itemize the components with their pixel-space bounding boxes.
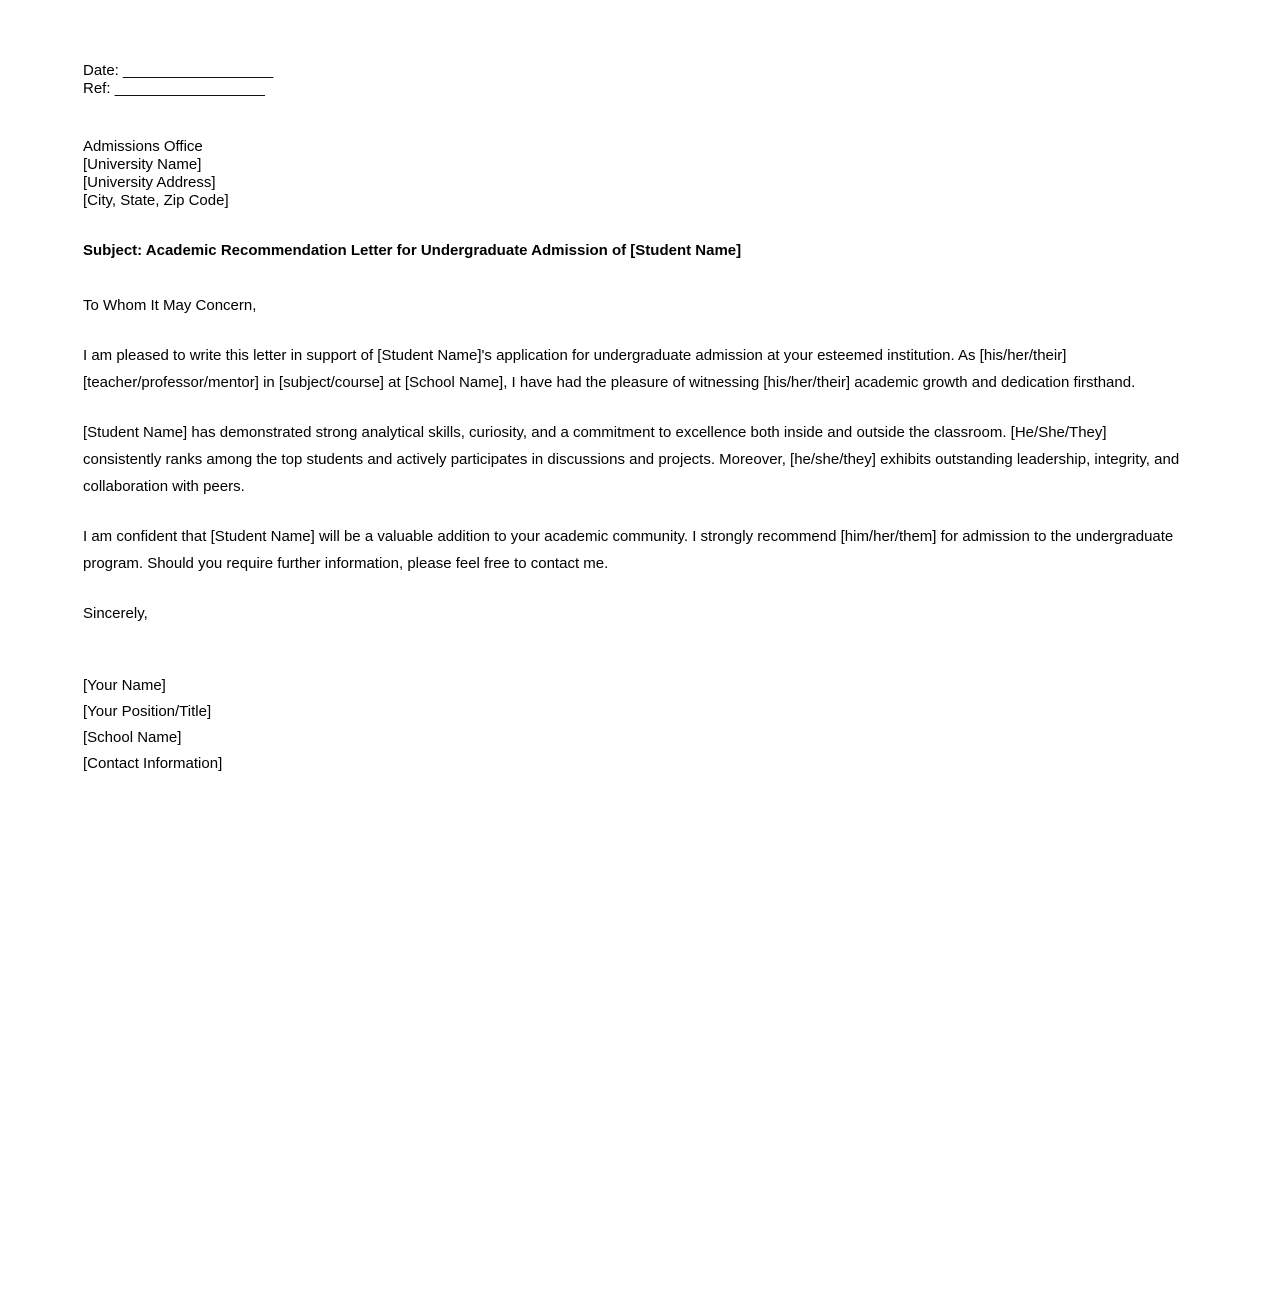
salutation: To Whom It May Concern,: [83, 297, 257, 314]
recipient-line-university-address: [University Address]: [83, 174, 216, 191]
ref-blank-line: __________________: [114, 80, 265, 97]
subject-line: Subject: Academic Recommendation Letter for Undergraduate Admission of [Student Name]: [83, 242, 742, 259]
date-label: Date:: [83, 62, 119, 79]
letter-body: [83, 292, 1183, 777]
recipient-line-university-name: [University Name]: [83, 156, 202, 173]
date-blank-line: __________________: [123, 62, 274, 79]
recipient-line-office: Admissions Office: [83, 138, 203, 155]
body-paragraph-2: [Student Name] has demonstrated strong analytical skills, curiosity, and a commitment to excellence both inside and outside the classroom. [He/She/They] consistently ranks among the top students and actively participates in discussions and projects. Moreover, [he/she/they] exhibits outstanding leadership, integrity, and collaboration with peers.: [83, 424, 1180, 495]
meta-block: [83, 62, 1183, 98]
recipient-address-block: [83, 138, 1183, 210]
recipient-line-city-state-zip: [City, State, Zip Code]: [83, 192, 229, 209]
ref-label: Ref:: [83, 80, 111, 97]
ref-line: [83, 80, 1183, 98]
signature-contact-info: [Contact Information]: [83, 755, 223, 772]
signature-position-title: [Your Position/Title]: [83, 703, 212, 720]
closing-salutation: Sincerely,: [83, 605, 148, 622]
body-paragraph-3: I am confident that [Student Name] will be a valuable addition to your academic community. I strongly recommend [him/her/them] for admission to the undergraduate program. Should you require further information, please feel free to contact me.: [83, 528, 1174, 572]
signature-block: [83, 673, 1183, 777]
body-paragraph-1: I am pleased to write this letter in support of [Student Name]'s application for undergraduate admission at your esteemed institution. As [his/her/their] [teacher/professor/mentor] in [subject/course] at [School Name], I have had the pleasure of witnessing [his/her/their] academic growth and dedication firsthand.: [83, 347, 1136, 391]
signature-school-name: [School Name]: [83, 729, 182, 746]
signature-name: [Your Name]: [83, 677, 166, 694]
date-line: [83, 62, 1183, 80]
